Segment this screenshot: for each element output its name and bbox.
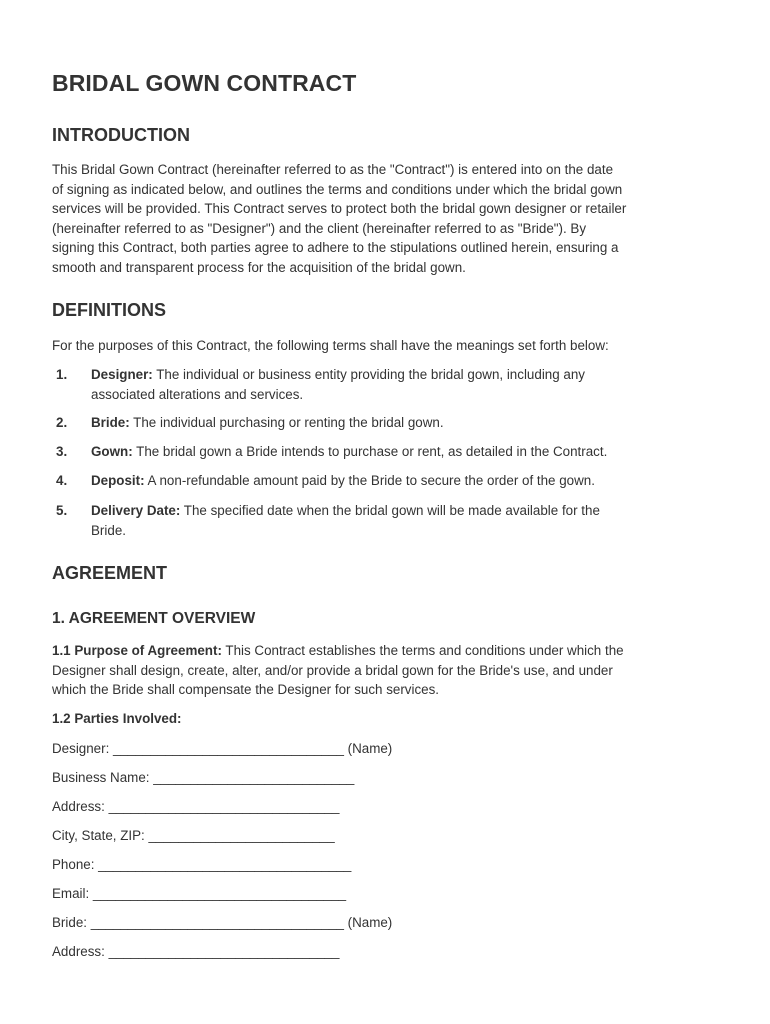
- definition-term: Bride:: [91, 415, 130, 430]
- definition-text: The individual purchasing or renting the bridal gown.: [129, 415, 444, 430]
- purpose-label: 1.1 Purpose of Agreement:: [52, 643, 222, 658]
- definitions-intro: For the purposes of this Contract, the following terms shall have the meanings set forth below:: [52, 338, 609, 353]
- bride-address-field[interactable]: Address: _______________________________: [52, 944, 340, 959]
- definition-text-continued: associated alterations and services.: [91, 386, 304, 402]
- introduction-line: (hereinafter referred to as "Designer") and the client (hereinafter referred to as "Bride"). By: [52, 221, 587, 236]
- definition-number: 3.: [56, 444, 68, 459]
- purpose-text: This Contract establishes the terms and conditions under which the: [221, 643, 624, 658]
- introduction-line: services will be provided. This Contract serves to protect both the bridal gown designer or retailer: [52, 201, 627, 216]
- definition-term: Gown:: [91, 444, 133, 459]
- definition-body: [91, 442, 691, 462]
- definition-body: [91, 471, 691, 491]
- definition-text-continued: Bride.: [91, 522, 126, 538]
- definition-number: 1.: [56, 367, 68, 382]
- definition-text: The individual or business entity providing the bridal gown, including any: [152, 367, 585, 382]
- bride-name-field[interactable]: Bride: __________________________________ (Name): [52, 915, 393, 930]
- purpose-paragraph-line: which the Bride shall compensate the Designer for such services.: [52, 682, 440, 697]
- introduction-line: signing this Contract, both parties agree to adhere to the stipulations outlined herein, ensuring a: [52, 240, 619, 255]
- business-name-field[interactable]: Business Name: ___________________________: [52, 770, 355, 785]
- definition-body: [91, 501, 691, 540]
- agreement-overview-heading: 1. AGREEMENT OVERVIEW: [52, 610, 256, 627]
- designer-name-field[interactable]: Designer: _______________________________ (Name): [52, 741, 393, 756]
- definition-number: 2.: [56, 415, 68, 430]
- phone-field[interactable]: Phone: __________________________________: [52, 857, 352, 872]
- definition-number: 5.: [56, 503, 68, 518]
- introduction-line: of signing as indicated below, and outlines the terms and conditions under which the bridal gown: [52, 182, 623, 197]
- introduction-heading: INTRODUCTION: [52, 125, 190, 145]
- definition-body: [91, 413, 691, 433]
- introduction-line: smooth and transparent process for the acquisition of the bridal gown.: [52, 260, 466, 275]
- definition-term: Deposit:: [91, 473, 145, 488]
- email-field[interactable]: Email: __________________________________: [52, 886, 347, 901]
- definition-text: The specified date when the bridal gown will be made available for the: [180, 503, 600, 518]
- definition-text: A non-refundable amount paid by the Bride to secure the order of the gown.: [144, 473, 595, 488]
- definition-text: The bridal gown a Bride intends to purchase or rent, as detailed in the Contract.: [132, 444, 608, 459]
- purpose-paragraph-line: Designer shall design, create, alter, and/or provide a bridal gown for the Bride's use, and under: [52, 663, 613, 678]
- introduction-line: This Bridal Gown Contract (hereinafter referred to as the "Contract") is entered into on the date: [52, 162, 614, 177]
- document-title: BRIDAL GOWN CONTRACT: [52, 70, 357, 96]
- city-state-zip-field[interactable]: City, State, ZIP: _________________________: [52, 828, 335, 843]
- definition-number: 4.: [56, 473, 68, 488]
- designer-address-field[interactable]: Address: _______________________________: [52, 799, 340, 814]
- purpose-paragraph-line: [52, 641, 624, 661]
- parties-label: 1.2 Parties Involved:: [52, 711, 182, 726]
- definition-term: Designer:: [91, 367, 153, 382]
- definitions-heading: DEFINITIONS: [52, 300, 167, 320]
- definition-body: [91, 365, 691, 404]
- agreement-heading: AGREEMENT: [52, 563, 168, 583]
- definition-term: Delivery Date:: [91, 503, 181, 518]
